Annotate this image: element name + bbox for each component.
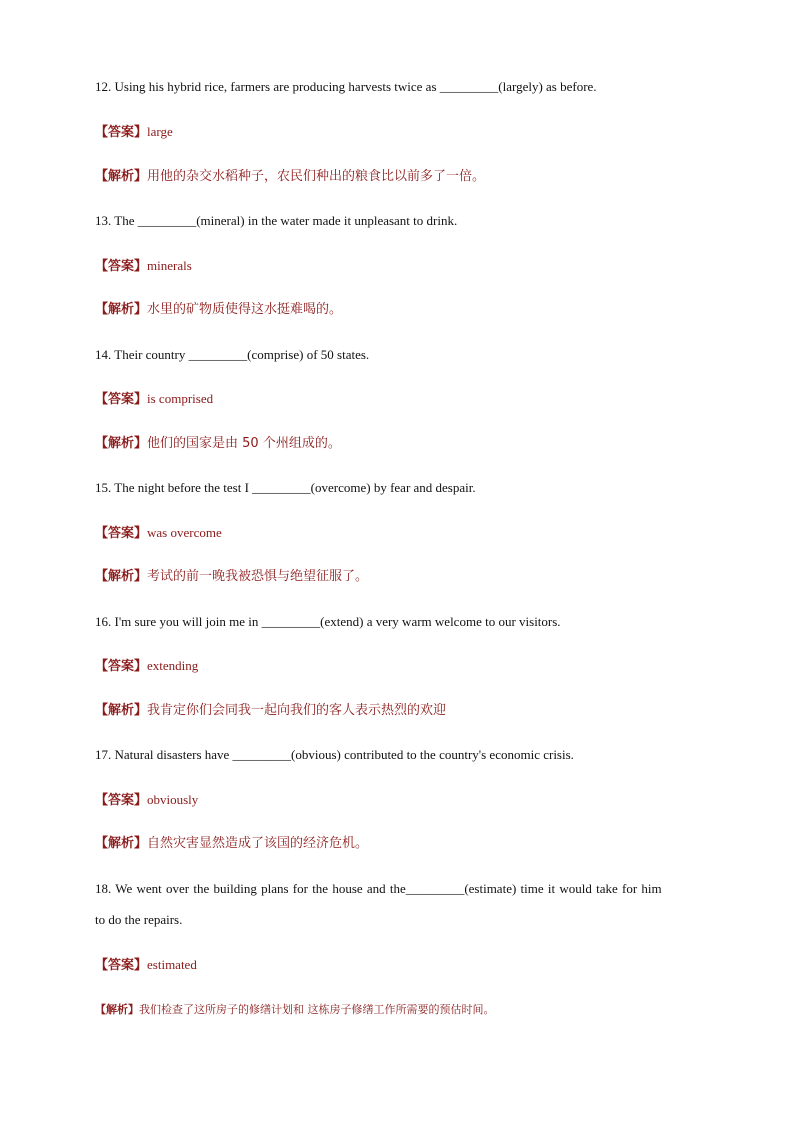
- answer-14: [95, 390, 213, 409]
- answer-tag: 【答案】: [95, 659, 148, 674]
- question-15: 15. The night before the test I _________(overcome) by fear and despair.: [95, 480, 476, 495]
- analysis-13: [95, 301, 342, 319]
- analysis-tag: 【解析】: [95, 169, 148, 184]
- analysis-16: [95, 702, 446, 720]
- question-17: 17. Natural disasters have _________(obvious) contributed to the country's economic crisis.: [95, 747, 574, 762]
- answer-text: was overcome: [147, 525, 222, 540]
- answer-18: [95, 956, 197, 975]
- analysis-tag: 【解析】: [95, 569, 148, 584]
- answer-tag: 【答案】: [95, 526, 148, 541]
- answer-13: [95, 257, 192, 276]
- analysis-text: 考试的前一晚我被恐惧与绝望征服了。: [147, 569, 369, 584]
- analysis-tag: 【解析】: [95, 302, 148, 317]
- answer-text: extending: [147, 658, 199, 673]
- analysis-text: 我肯定你们会同我一起向我们的客人表示热烈的欢迎: [147, 703, 447, 718]
- analysis-18: [95, 1001, 495, 1019]
- question-13: 13. The _________(mineral) in the water made it unpleasant to drink.: [95, 213, 458, 228]
- analysis-14: [95, 435, 341, 453]
- analysis-text: 水里的矿物质使得这水挺难喝的。: [147, 302, 343, 317]
- analysis-12: [95, 168, 485, 186]
- analysis-15: [95, 568, 368, 586]
- analysis-text: 自然灾害显然造成了该国的经济危机。: [147, 836, 369, 851]
- question-18-line-1: 18. We went over the building plans for the house and the_________(estimate) time it would take for him: [95, 881, 662, 896]
- analysis-tag: 【解析】: [95, 703, 148, 718]
- analysis-text: 用他的杂交水稻种子，农民们种出的粮食比以前多了一倍。: [147, 169, 486, 184]
- answer-tag: 【答案】: [95, 259, 148, 274]
- answer-tag: 【答案】: [95, 793, 148, 808]
- question-18-line-2: to do the repairs.: [95, 912, 183, 927]
- answer-12: [95, 123, 173, 142]
- analysis-17: [95, 835, 368, 853]
- answer-text: large: [147, 124, 173, 139]
- question-12: 12. Using his hybrid rice, farmers are producing harvests twice as _________(largely) as before.: [95, 79, 597, 94]
- answer-text: obviously: [147, 792, 199, 807]
- answer-17: [95, 791, 198, 810]
- question-16: 16. I'm sure you will join me in _________(extend) a very warm welcome to our visitors.: [95, 614, 561, 629]
- analysis-tag: 【解析】: [95, 1003, 139, 1016]
- answer-16: [95, 657, 198, 676]
- answer-tag: 【答案】: [95, 125, 148, 140]
- answer-tag: 【答案】: [95, 958, 148, 973]
- answer-tag: 【答案】: [95, 392, 148, 407]
- answer-text: minerals: [147, 258, 192, 273]
- question-14: 14. Their country _________(comprise) of 50 states.: [95, 347, 370, 362]
- answer-text: is comprised: [147, 391, 214, 406]
- answer-text: estimated: [147, 957, 197, 972]
- analysis-text: 他们的国家是由 50 个州组成的。: [147, 436, 341, 451]
- answer-15: [95, 524, 222, 543]
- analysis-tag: 【解析】: [95, 436, 148, 451]
- analysis-tag: 【解析】: [95, 836, 148, 851]
- analysis-text: 我们检查了这所房子的修缮计划和 这栋房子修缮工作所需要的预估时间。: [139, 1003, 495, 1016]
